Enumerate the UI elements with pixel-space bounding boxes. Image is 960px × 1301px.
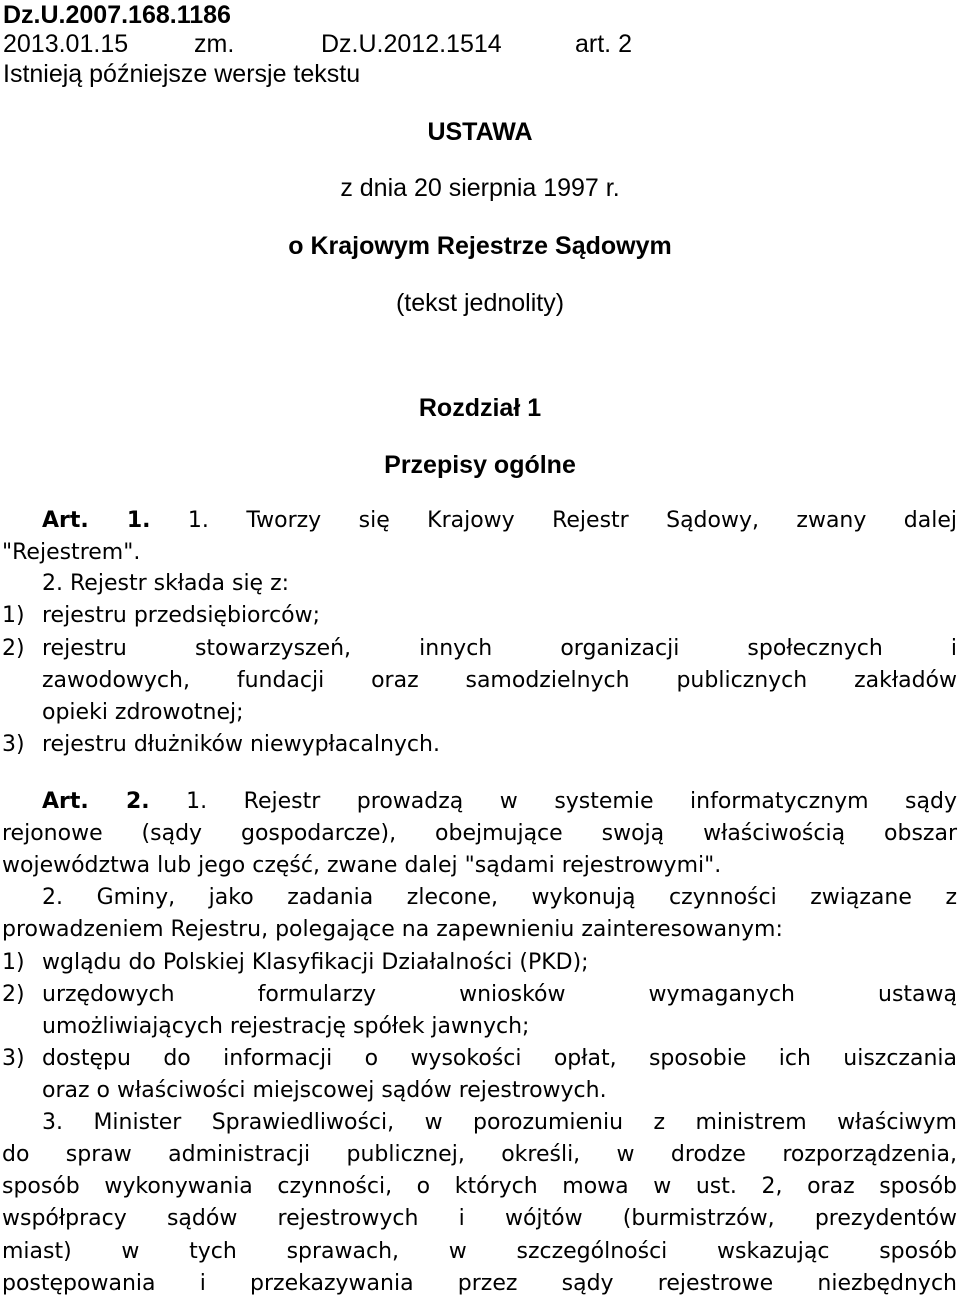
art1-para2-num: 2.	[42, 571, 63, 596]
art2-para1-text-1: Rejestr prowadzą w systemie informatycznym sądy	[243, 789, 957, 814]
art1-item2-text-1: rejestru stowarzyszeń, innych organizacji społecznych i	[42, 636, 957, 661]
art1-para1-line2: "Rejestrem".	[2, 540, 141, 565]
version-change-reference[interactable]: Dz.U.2012.1514	[321, 30, 502, 58]
act-type-heading: USTAWA	[427, 118, 533, 146]
art2-para3-line2: do spraw administracji publicznej, określi, w drodze rozporządzenia,	[2, 1142, 957, 1167]
art2-para3-line3: sposób wykonywania czynności, o których mowa w ust. 2, oraz sposób	[2, 1174, 957, 1199]
later-versions-notice[interactable]: Istnieją późniejsze wersje tekstu	[3, 60, 361, 88]
art2-para3-line5: miast) w tych sprawach, w szczególności wskazując sposób	[2, 1239, 957, 1264]
version-date: 2013.01.15	[3, 30, 129, 58]
art1-item2-num: 2)	[2, 636, 25, 661]
version-change-label: zm.	[194, 30, 235, 58]
art1-item2-text-3: opieki zdrowotnej;	[42, 700, 244, 725]
art1-para1-text-1: Tworzy się Krajowy Rejestr Sądowy, zwany dalej	[246, 508, 958, 533]
art2-item3-num: 3)	[2, 1046, 25, 1071]
art2-para3-num: 3.	[42, 1110, 63, 1135]
act-name: o Krajowym Rejestrze Sądowym	[288, 232, 672, 260]
art1-item1-text: rejestru przedsiębiorców;	[42, 603, 321, 628]
art2-item2-text-2: umożliwiających rejestrację spółek jawnych;	[42, 1014, 530, 1039]
art2-para2-num: 2.	[42, 885, 63, 910]
art1-para1-num: 1.	[187, 508, 209, 533]
art2-item1-num: 1)	[2, 950, 25, 975]
art2-label: Art. 2.	[42, 789, 150, 814]
art1-item1-num: 1)	[2, 603, 25, 628]
art2-item3-text-2: oraz o właściwości miejscowej sądów rejestrowych.	[42, 1078, 607, 1103]
art1-item2-text-2: zawodowych, fundacji oraz samodzielnych publicznych zakładów	[42, 668, 957, 693]
art2-item2-text-1: urzędowych formularzy wniosków wymaganych ustawą	[42, 982, 957, 1007]
art1-item3-num: 3)	[2, 732, 25, 757]
act-date: z dnia 20 sierpnia 1997 r.	[340, 174, 620, 202]
version-info-row	[3, 29, 663, 59]
art2-para2-text-1: Gminy, jako zadania zlecone, wykonują czynności związane z	[96, 885, 957, 910]
art1-item3-text: rejestru dłużników niewypłacalnych.	[42, 732, 440, 757]
art2-item2-num: 2)	[2, 982, 25, 1007]
art1-label: Art. 1.	[42, 508, 151, 533]
art2-para1-line3: województwa lub jego część, zwane dalej "sądami rejestrowymi".	[2, 853, 722, 878]
art2-para3-line1	[42, 1107, 957, 1139]
version-change-article: art. 2	[575, 30, 632, 58]
journal-reference: Dz.U.2007.168.1186	[3, 1, 231, 29]
art1-para1-line1	[42, 505, 957, 537]
chapter-name: Przepisy ogólne	[384, 451, 576, 479]
art2-para1-line1	[42, 786, 957, 818]
art1-para2-text: Rejestr składa się z:	[70, 571, 290, 596]
art1-para2	[42, 568, 289, 600]
chapter-number: Rozdział 1	[418, 394, 542, 422]
art2-item3-text-1: dostępu do informacji o wysokości opłat, sposobie ich uiszczania	[42, 1046, 957, 1071]
art2-para1-num: 1.	[186, 789, 208, 814]
art2-item1-text: wglądu do Polskiej Klasyfikacji Działalności (PKD);	[42, 950, 589, 975]
art2-para2-line1	[42, 882, 957, 914]
art2-para1-line2: rejonowe (sądy gospodarcze), obejmujące swoją właściwością obszar	[2, 821, 957, 846]
consolidated-text-note: (tekst jednolity)	[395, 289, 565, 317]
art2-para3-line6: postępowania i przekazywania przez sądy rejestrowe niezbędnych	[2, 1271, 957, 1296]
art2-para2-line2: prowadzeniem Rejestru, polegające na zapewnieniu zainteresowanym:	[2, 917, 783, 942]
art2-para3-line4: współpracy sądów rejestrowych i wójtów (burmistrzów, prezydentów	[2, 1206, 957, 1231]
art2-para3-text-1: Minister Sprawiedliwości, w porozumieniu z ministrem właściwym	[93, 1110, 957, 1135]
